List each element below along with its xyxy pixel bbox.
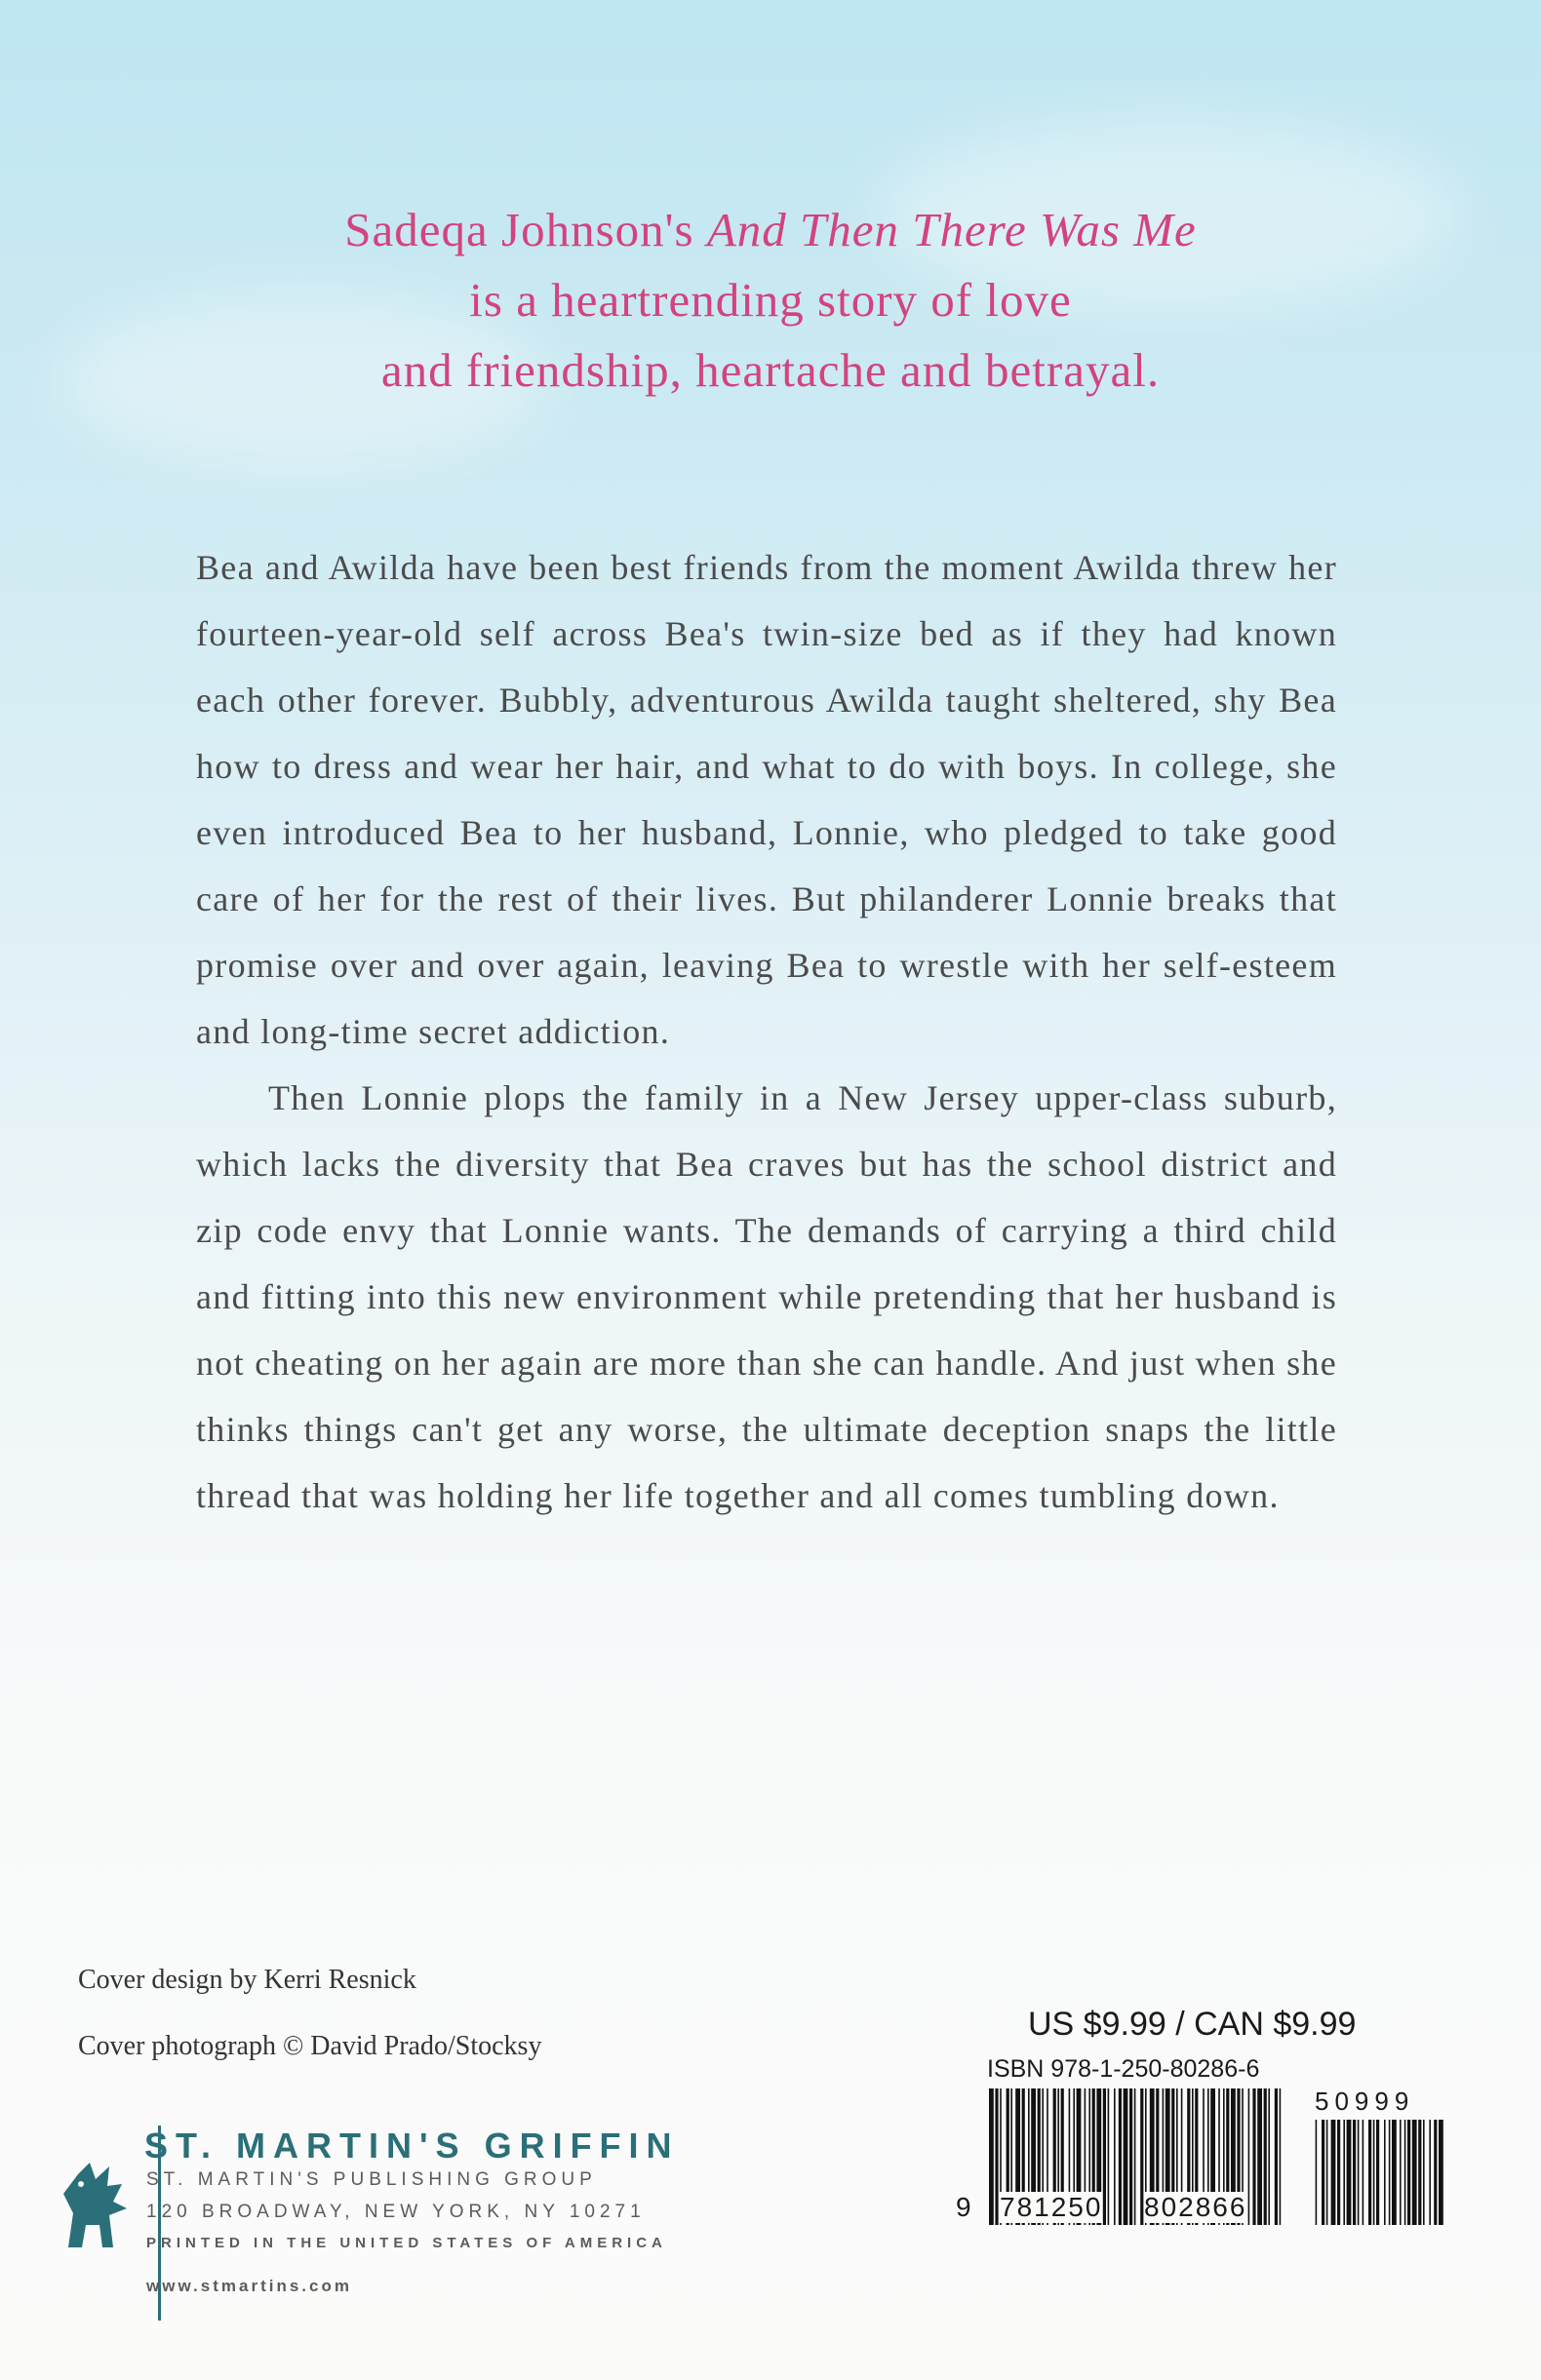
addon-bar [1373,2120,1375,2225]
barcode-digit-first: 9 [956,2192,973,2222]
addon-bar [1331,2120,1336,2225]
addon-bar [1353,2120,1356,2225]
printed-in: PRINTED IN THE UNITED STATES OF AMERICA [146,2235,667,2251]
addon-bar [1400,2120,1402,2225]
addon-bar [1392,2120,1397,2225]
barcode-bar [989,2088,994,2225]
addon-bar [1337,2120,1340,2225]
barcode-addon-number: 50999 [1315,2087,1415,2116]
publisher-group: ST. MARTIN'S PUBLISHING GROUP [146,2169,597,2190]
addon-bar [1439,2120,1443,2225]
barcode-bar [1103,2088,1106,2225]
tagline-line3: and friendship, heartache and betrayal. [380,343,1161,397]
addon-bar [1407,2120,1410,2225]
cover-credits [78,1965,541,2097]
addon-bar [1326,2120,1328,2225]
addon-bar [1423,2120,1425,2225]
barcode-bar [1280,2088,1282,2225]
barcode-bar [1134,2088,1136,2225]
tagline-title: And Then There Was Me [706,203,1197,256]
cover-photo-credit: Cover photograph © David Prado/Stocksy [78,2031,542,2061]
barcode-bar [1257,2088,1262,2225]
addon-bar [1412,2120,1417,2225]
addon-bar [1363,2120,1364,2225]
addon-bar [1429,2120,1431,2225]
cover-design-credit: Cover design by Kerri Resnick [78,1965,416,1995]
barcode-bar [1140,2088,1143,2225]
tagline-author: Sadeqa Johnson's [344,203,707,256]
tagline [244,195,1297,406]
price-label: US $9.99 / CAN $9.99 [1028,2006,1357,2043]
addon-bar [1404,2120,1406,2225]
addon-bar [1384,2120,1386,2225]
barcode-digits-group1: 781250 [1000,2192,1103,2222]
addon-bar [1347,2120,1352,2225]
addon-bar [1358,2120,1360,2225]
addon-bar [1376,2120,1379,2225]
addon-bar [1343,2120,1345,2225]
addon-bar [1322,2120,1324,2225]
addon-bar [1316,2120,1318,2225]
barcode-bar [1264,2088,1267,2225]
publisher-name: ST. MARTIN'S GRIFFIN [144,2126,680,2165]
griffin-logo-icon [49,2155,137,2262]
barcode-bar [1252,2088,1255,2225]
barcode-bar [995,2088,998,2225]
addon-bar [1434,2120,1437,2225]
barcode-bar [1248,2088,1250,2225]
addon-bar [1368,2120,1371,2225]
barcode-bar [1119,2088,1122,2225]
barcode-digits-group2: 802866 [1144,2192,1247,2222]
description-paragraph-1: Bea and Awilda have been best friends from the moment Awilda threw her fourteen-year-old self across Bea's twin-size bed as if they had known each other forever. Bubbly, adventurous Awilda taught sheltered, shy Bea how to dress and wear her hair, and what to do with boys. In college, she even introduced Bea to her husband, Lonnie, who pledged to take good care of her for the rest of their lives. But philanderer Lonnie breaks that promise over and over again, leaving Bea to wrestle with her self-esteem and long-time secret addiction. [196,548,1337,1051]
addon-bar [1389,2120,1391,2225]
barcode-bar [1275,2088,1278,2225]
book-description [196,534,1337,1529]
publisher-website: www.stmartins.com [146,2277,352,2295]
barcode-bar [1268,2088,1270,2225]
barcode-bar [1129,2088,1132,2225]
publisher-address: 120 BROADWAY, NEW YORK, NY 10271 [146,2202,646,2222]
tagline-line2: is a heartrending story of love [469,273,1072,327]
description-paragraph-2: Then Lonnie plops the family in a New Jersey upper-class suburb, which lacks the diversity that Bea craves but has the school district and zip code envy that Lonnie wants. The demands of carrying a third child and fitting into this new environment while pretending that her husband is not cheating on her again are more than she can handle. And just when she thinks things can't get any worse, the ultimate deception snaps the little thread that was holding her life together and all comes tumbling down. [196,1078,1337,1515]
barcode-bar [1108,2088,1110,2225]
addon-bar [1418,2120,1421,2225]
barcode-bar [1124,2088,1128,2225]
barcode-bar [1114,2088,1116,2225]
isbn-label: ISBN 978-1-250-80286-6 [987,2055,1260,2083]
